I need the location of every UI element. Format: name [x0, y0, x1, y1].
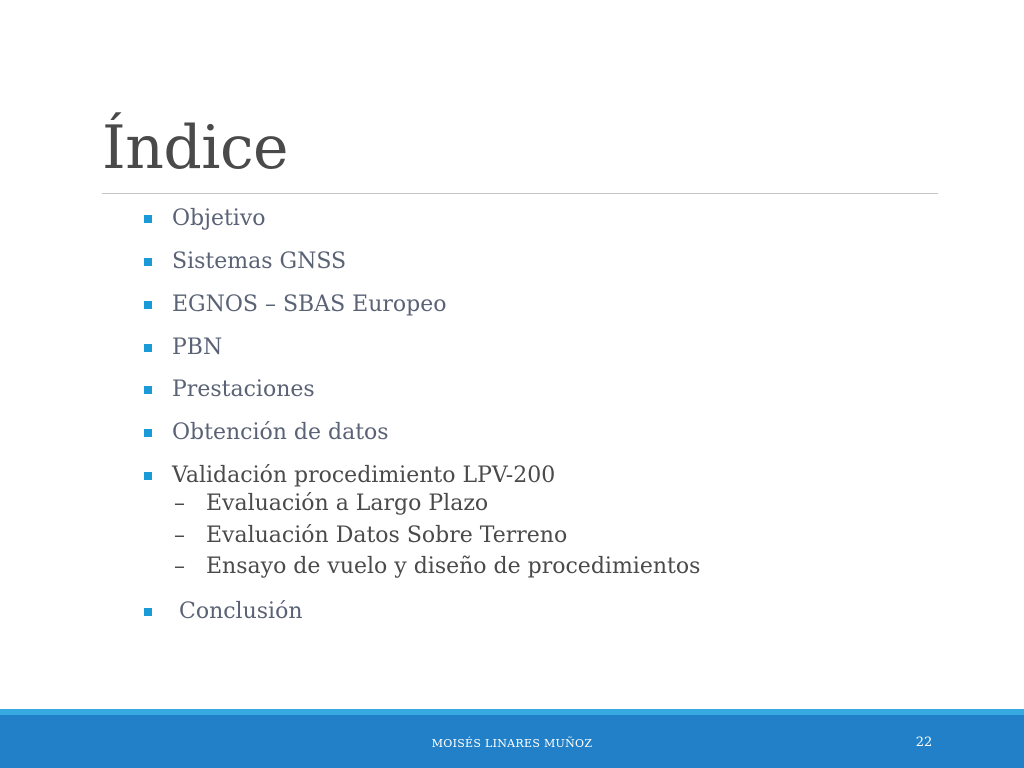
- toc-item-label: Objetivo: [172, 206, 266, 231]
- toc-subitem-label: Ensayo de vuelo y diseño de procedimientos: [206, 554, 701, 579]
- square-bullet-icon: [144, 429, 152, 437]
- toc-item-validacion: [144, 461, 555, 491]
- toc-item-obtencion-datos: [144, 418, 389, 448]
- square-bullet-icon: [144, 301, 152, 309]
- toc-item-label: Conclusión: [172, 599, 303, 624]
- square-bullet-icon: [144, 386, 152, 394]
- toc-item-pbn: [144, 333, 222, 363]
- toc-item-egnos: [144, 290, 447, 320]
- toc-item-prestaciones: [144, 375, 315, 405]
- dash-bullet: –: [174, 554, 185, 579]
- toc-item-label: Sistemas GNSS: [172, 249, 347, 274]
- toc-subitem-largo-plazo: [174, 489, 488, 519]
- toc-item-label: Prestaciones: [172, 377, 315, 402]
- dash-bullet: –: [174, 523, 185, 548]
- footer-author: MOISÉS LINARES MUÑOZ: [431, 737, 593, 750]
- toc-item-label: Obtención de datos: [172, 420, 389, 445]
- slide-title: Índice: [102, 113, 289, 183]
- slide-number: 22: [915, 735, 933, 750]
- square-bullet-icon: [144, 215, 152, 223]
- square-bullet-icon: [144, 472, 152, 480]
- toc-item-conclusion: [144, 597, 303, 627]
- toc-item-label: EGNOS – SBAS Europeo: [172, 292, 447, 317]
- toc-item-sistemas-gnss: [144, 247, 346, 277]
- toc-subitem-label: Evaluación a Largo Plazo: [206, 491, 489, 516]
- title-divider: [102, 193, 938, 194]
- square-bullet-icon: [144, 344, 152, 352]
- toc-item-label: Validación procedimiento LPV-200: [172, 463, 556, 488]
- toc-subitem-datos-terreno: [174, 521, 567, 551]
- dash-bullet: –: [174, 491, 185, 516]
- toc-item-label: PBN: [172, 335, 223, 360]
- toc-subitem-ensayo-vuelo: [174, 552, 700, 582]
- square-bullet-icon: [144, 258, 152, 266]
- toc-item-objetivo: [144, 204, 266, 234]
- square-bullet-icon: [144, 608, 152, 616]
- toc-subitem-label: Evaluación Datos Sobre Terreno: [206, 523, 568, 548]
